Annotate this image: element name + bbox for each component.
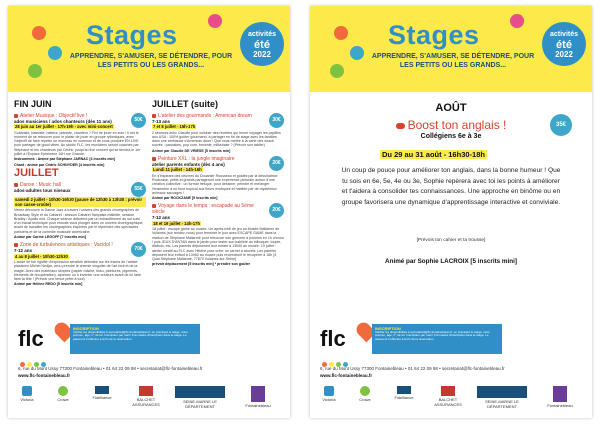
activity-dates: 4 au 8 juillet - 10h30-12h30 [15, 253, 68, 259]
activity-ages: ados musiciens / ados chanteurs (dès 11 ans) [14, 119, 112, 124]
summer-badge: activités été 2022 [542, 22, 586, 66]
activity-ages: 7-12 ans [152, 215, 171, 221]
activity-animator: Animé par Carine LEGOFF [7 inscrits min] [14, 235, 86, 240]
activity-painting [152, 156, 284, 200]
flyer-tagline: APPRENDRE, S'AMUSER, SE DÉTENDRE, POUR LES PETITS OU LES GRANDS... [69, 53, 233, 69]
activity-music [14, 113, 146, 167]
child-figure-icon [208, 14, 222, 28]
flyer-header [310, 6, 592, 92]
partner-logo: Victoria [314, 386, 344, 402]
summer-badge: activités été 2022 [240, 22, 284, 66]
contact-address: 6, rue du Mont Ussy 77300 Fontainebleau • 01 64 22 09 98 • secretariat@flc-fontainebleau.fr [320, 366, 505, 371]
flyer-footer [8, 318, 290, 418]
partner-logo: Fidelliance [82, 386, 122, 400]
activity-description: L'acide se tue rigidité d'expression sensible débridée sur les traces de l'artiste plasticien Michel Nedjar, venu prendre le chemin singulier de l'art brut et de la magie. Avec des matériaux simples (papier mâché, tissu, peintures, pigments, éléments de récupération), aprenez un à inventer une créature avant de lui faire faire la fête ! (Prévoir une tenue prête à tout) [14, 259, 142, 282]
activity-title: Zone de turbulences artistiques : Vacidol ! [14, 242, 146, 248]
partner-logo: Crowe [46, 386, 80, 402]
activity-ages: ados-adultes tous niveaux [14, 187, 71, 193]
price-badge: 30€ [269, 113, 284, 128]
activity-title: L'atelier des gourmands : American dream [152, 113, 284, 119]
child-figure-icon [334, 26, 348, 40]
activity-animator: Animé par Sophie LACROIX [5 inscrits mini] [385, 258, 517, 265]
child-figure-icon [32, 26, 46, 40]
website-link[interactable]: www.flc-fontainebleau.fr [18, 373, 71, 378]
activity-ages: atelier parents enfants (dès 4 ans) [152, 162, 225, 168]
flyer-title: Stages [86, 20, 178, 50]
section-heading: JUILLET (suite) [152, 99, 219, 109]
right-column [152, 98, 284, 267]
flyer-page-august [310, 6, 592, 418]
activity-title: Boost ton anglais ! [310, 118, 592, 132]
activity-description: En s'inspirant des oeuvres du Douanier Rousseau et guidés par la dessinatrice Rockzane, petits et grands partageront une expérience picturale autour d'une création collective : un format fresque, pour dessiner, peindre et mélanger l'ensemble à un fond tropical aux fleurs exotiques et habitée par de mystérieux animaux sauvages ! [152, 173, 278, 195]
flc-logo: flc [320, 326, 346, 351]
inscription-heading: INSCRIPTION [375, 326, 401, 331]
activity-dates: 18 et 19 juillet - 14h-17h [153, 220, 201, 226]
activity-animator: Animé par Claudie DE VRIESE [5 inscrits min] [152, 148, 231, 153]
partner-logo: Victoria [12, 386, 42, 402]
flyer-header [8, 6, 290, 92]
partner-logo: SEINE-MARNE LE DÉPARTEMENT [170, 386, 230, 409]
section-heading: FIN JUIN [14, 99, 52, 109]
price-badge: 20€ [269, 203, 284, 218]
partner-logo: Fontainebleau [234, 386, 282, 408]
activity-time-travel [152, 203, 284, 266]
activity-dates: Lundi 11 juillet - 14h-16h [153, 167, 202, 173]
price-badge: 70€ [131, 242, 146, 257]
activity-description: Un coup de pouce pour améliorer ton anglais, dans la bonne humeur ! Que tu sois en 6e, 5e, 4e ou 3e, Sophie repèrera avec toi les points à améliorer et t'aidera à consolider tes connaissances. Une approche en binôme ou en groupe favorisera une dynamique d'apprentissage interactive et conviviale. [341, 167, 561, 206]
partner-logo: Fontainebleau [536, 386, 584, 408]
inscription-box [372, 324, 502, 354]
flyer-tagline: APPRENDRE, S'AMUSER, SE DÉTENDRE, POUR LES PETITS OU LES GRANDS... [371, 53, 535, 69]
activity-dates: samedi 2 juillet - 10h30-16h30 (pause de 12h30 à 13h30 : prévoir son casse-croûte) [14, 197, 146, 207]
partner-logos [314, 382, 588, 414]
activity-art [14, 242, 146, 286]
price-badge: 55€ [131, 182, 146, 197]
activity-description: Guitariste, bassiste, batteur, pianiste, chanteur ? Fini de jouer en solo ! Il est le moment de se retrouver pour le plaisir de jouer en groupe rythmiques, avec l'objectif de faire répéter un morceau en commun et de vous produire EN LIVE pour partager de good vibes. Au studio FLC, les musiciens seront coachés par Stéphane et les chanteurs par Cédric, jusqu'au live concert qui se tiendra le 1er juillet à l'Espace Ephémère 16H rue Grande. [14, 130, 141, 157]
activity-title: Atelier Musique : Objectif live ! [14, 113, 146, 119]
child-figure-icon [350, 46, 364, 60]
child-figure-icon [28, 64, 42, 78]
activity-description: Venez découvrir la Danse Jazz à travers l'univers des grands chorégraphes de Broadway Style et du Cabaret : session Cabaret française-mallette, session Bradby / Apollo mid. Chaque séance débutera par un échauffement au sol suivi d'un travail technique pour ensuite vous plonger dans un univers chorégraphique, avant de travailler les chorégraphies inspirées par le répertoire des spectacles parisiens et de la comédie musicale américaine. [14, 208, 144, 234]
flyer-page-july [8, 6, 290, 418]
website-link[interactable]: www.flc-fontainebleau.fr [320, 373, 373, 378]
contact-address: 6, rue du Mont Ussy 77300 Fontainebleau • 01 64 22 09 98 • secretariat@flc-fontainebleau.fr [18, 366, 203, 371]
left-column [14, 98, 146, 287]
partner-logo: Fidelliance [384, 386, 424, 400]
activity-animator: prévoir déplacement [5 inscrits min] * prendre son goûter [152, 262, 251, 267]
activity-animator: Instruments : Animé par Stéphane JARNAC [4 inscrits min] [14, 157, 115, 162]
activity-cooking [152, 113, 284, 153]
activity-ages: 7-12 ans [14, 248, 33, 254]
activity-ages: 7-13 ans [152, 119, 171, 124]
activity-level: Collégiens 6e à 3e [420, 133, 482, 140]
activity-dance [14, 182, 146, 239]
activity-description: 2 séances avec Claudie pour cuisiner des recettes qui feront voyager les papilles aux USA : 100% goûter gourmand, à partager en fin de stage avec les familles dans une ambiance d'American diner ! Que vous mettre à la carte des snack sucrés : pancakes, pop corn, brownie, milkshake ? (Prévoir son tablier) [152, 130, 281, 148]
section-heading: JUILLET [14, 166, 59, 179]
flc-logo: flc [18, 326, 44, 351]
activity-description: 18 juillet : escape game au musée. Un après-midi de jeu au Musée Mallarmé de Vulaines (sur rendez-vous) pour terminer le jour avec ESCAPE GAME dans la maison de Stéphane Mallarmé pour retrouver son grimoire à poèmes en 1h chrono ! puis JEUX D'ANTAN dans le jardin pour tester son habileté au bilboquet, toupie, diabolo, etc. Les parents déposeront leur enfant à 13h50 au musée. 19 juillet : atelier créatif au FLC avec Hélène pour créer un carnet à secrets. Les parents déposent leur enfant à 13h50 au musée puis reviendront le récupérer à 16h [4 Quai Stéphane Mallarmé, 77870 Vulaines-sur-Seine] [152, 227, 284, 262]
paint-blob-icon [396, 123, 405, 129]
activity-note: [Prévois ton cahier et ta trousse] [416, 238, 486, 243]
price-badge: 20€ [269, 156, 284, 171]
price-badge: 35€ [550, 114, 572, 136]
activity-dates: 28 juin au 1er juillet - 17h-19h - avec mini-concert [15, 124, 113, 130]
inscription-box [70, 324, 200, 354]
activity-animator: Animé par ROCKZANE [5 inscrits min] [152, 196, 218, 201]
partner-logo: Crowe [348, 386, 382, 402]
partner-logos [12, 382, 286, 414]
partner-logo: BALCHET ASSURANCES [426, 386, 470, 407]
price-badge: 50€ [131, 113, 146, 128]
activity-animator: Chant : animé par Cédric SCHNYDER [4 inscrits min] [14, 162, 105, 167]
month-heading: AOÛT [435, 102, 467, 114]
activity-title: Voyage dans le temps : escapade au 5ème siècle [152, 203, 284, 215]
flyer-title: Stages [388, 20, 480, 50]
activity-dates: Du 29 au 31 août - 16h30-18h [382, 150, 485, 159]
activity-animator: Animé par Hélène REDO [5 inscrits min] [14, 282, 83, 287]
flyer-footer [310, 318, 592, 418]
child-figure-icon [510, 14, 524, 28]
inscription-heading: INSCRIPTION [73, 326, 99, 331]
activity-title: Peinture XXL : la jungle imaginaire [152, 156, 284, 162]
child-figure-icon [330, 64, 344, 78]
activity-title: Danse : Music hall [14, 182, 146, 188]
partner-logo: BALCHET ASSURANCES [124, 386, 168, 407]
child-figure-icon [48, 46, 62, 60]
inscription-text: Vérifier les disponibilités à secretariat@flc-fontainebleau.fr, en précisant le stage, votre prénom, âge, n° de tél. Inscription par mail / Formulaire d'inscription dans le stage. Le paiement s'effectue à la fin de la réservation. [375, 329, 490, 341]
activity-dates: 7 et 8 juillet - 15h-17h [153, 124, 196, 130]
inscription-text: Vérifier les disponibilités à secretariat@flc-fontainebleau.fr, en précisant le stage, votre prénom, âge, n° de tél. Inscription par mail / Formulaire d'inscription dans le stage. Le paiement s'effectue à la fin de la réservation. [73, 329, 188, 341]
partner-logo: SEINE-MARNE LE DÉPARTEMENT [472, 386, 532, 409]
